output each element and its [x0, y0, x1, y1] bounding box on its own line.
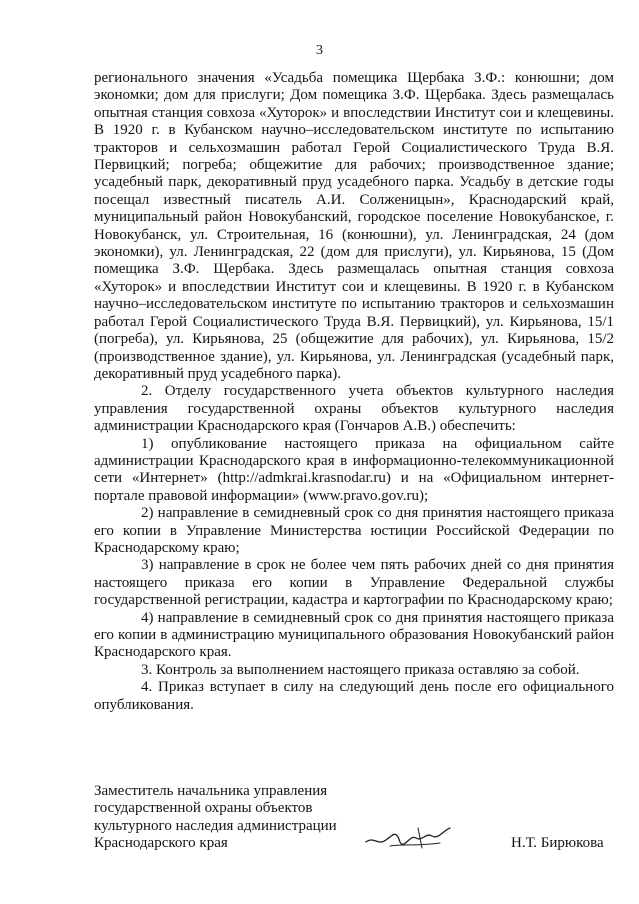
paragraph-item-2: 2. Отделу государственного учета объектов культурного наследия управления государственной охраны объектов культурного наследия администрации Краснодарского края (Гончаров А.В.) обеспечить:: [94, 383, 614, 435]
document-body: [94, 70, 614, 714]
paragraph-subitem-4: 4) направление в семидневный срок со дня принятия настоящего приказа его копии в администрацию муниципального образования Новокубанский район Краснодарского края.: [94, 609, 614, 661]
paragraph-heritage-object-description: регионального значения «Усадьба помещика Щербака З.Ф.: конюшни; дом экономки; дом для прислуги; Дом помещика З.Ф. Щербака. Здесь размещалась опытная станция совхоза «Хуторок» и впоследствии Институт сои и клещевины. В 1920 г. в Кубанском научно–исследовательском институте по испытанию тракторов и сельхозмашин работал Герой Социалистического Труда В.Я. Первицкий; погреба; общежитие для рабочих; производственное здание; усадебный парк, декоративный пруд усадебного парка. Усадьбу в детские годы посещал известный писатель А.И. Солженицын», Краснодарский край, муниципальный район Новокубанский, городское поселение Новокубанское, г. Новокубанск, ул. Строительная, 16 (конюшни), ул. Ленинградская, 24 (дом экономки), ул. Ленинградская, 22 (дом для прислуги), ул. Кирьянова, 15 (Дом помещика З.Ф. Щербака. Здесь размещалась опытная станция совхоза «Хуторок» и впоследствии Институт сои и клещевины. В 1920 г. в Кубанском научно–исследовательском институте по испытанию тракторов и сельхозмашин работал Герой Социалистического Труда В.Я. Первицкий), ул. Кирьянова, 15/1 (погреба), ул. Кирьянова, 25 (общежитие для рабочих), ул. Кирьянова, 15/2 (производственное здание), ул. Кирьянова, ул. Ленинградская (усадебный парк, декоративный пруд усадебного парка).: [94, 70, 614, 382]
paragraph-item-3: 3. Контроль за выполнением настоящего приказа оставляю за собой.: [141, 661, 580, 678]
signatory-title-line: Заместитель начальника управления: [94, 783, 328, 799]
signatory-title: [94, 783, 354, 853]
paragraph-subitem-2: 2) направление в семидневный срок со дня принятия настоящего приказа его копии в Управление Министерства юстиции Российской Федерации по Краснодарскому краю;: [94, 505, 614, 556]
page-number: 3: [316, 43, 323, 58]
signatory-title-line: Краснодарского края: [94, 835, 228, 852]
paragraph-subitem-1: 1) опубликование настоящего приказа на официальном сайте администрации Краснодарского края в информационно-телекоммуникационной сети «Интернет» (http://admkrai.krasnodar.ru) и на «Официальном интернет-портале правовой информации» (www.pravo.gov.ru);: [94, 435, 614, 504]
paragraph-subitem-3: 3) направление в срок не более чем пять рабочих дней со дня принятия настоящего приказа его копии в Управление Федеральной службы государственной регистрации, кадастра и картографии по Краснодарскому краю;: [94, 557, 614, 609]
signatory-title-line: культурного наследия администрации: [94, 817, 337, 834]
signatory-name: Н.Т. Бирюкова: [511, 835, 604, 851]
signatory-title-line: государственной охраны объектов: [94, 800, 313, 817]
paragraph-item-4: 4. Приказ вступает в силу на следующий день после его официального опубликования.: [94, 679, 614, 713]
handwritten-signature: [360, 820, 460, 856]
